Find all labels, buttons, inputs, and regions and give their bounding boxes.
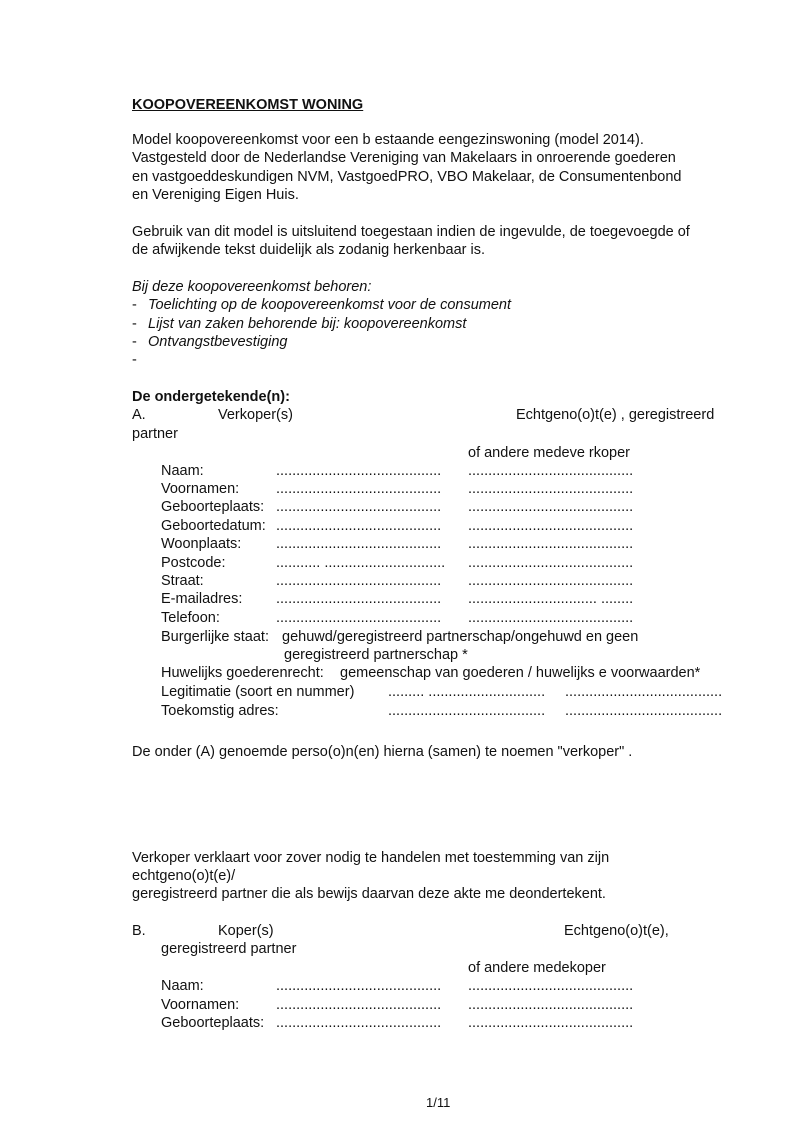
signatories-heading: De ondergetekende(n): <box>132 389 290 405</box>
field-blank: ......................................... <box>276 536 442 552</box>
list-dash: - <box>132 352 137 368</box>
field-label: Naam: <box>161 978 204 994</box>
field-blank: ......................................... <box>468 610 634 626</box>
field-blank: ......................................... <box>468 573 634 589</box>
property-regime-label: Huwelijks goederenrecht: <box>161 665 324 681</box>
civil-status-value-cont: geregistreerd partnerschap * <box>284 647 468 663</box>
field-blank: ....................................... <box>565 703 723 719</box>
intro-line: en vastgoeddeskundigen NVM, VastgoedPRO, VBO Makelaar, de Consumentenbond <box>132 169 682 185</box>
field-label: Voornamen: <box>161 997 240 1013</box>
field-blank: ......................................... <box>276 978 442 994</box>
field-blank: ......................................... <box>468 978 634 994</box>
intro-line: en Vereniging Eigen Huis. <box>132 187 299 203</box>
field-label: Naam: <box>161 463 204 479</box>
list-dash: - <box>132 316 137 332</box>
party-label: Verkoper(s) <box>218 407 293 423</box>
field-label: E-mailadres: <box>161 591 243 607</box>
field-blank: ......................................... <box>276 463 442 479</box>
spouse-label: Echtgeno(o)t(e) , geregistreerd <box>516 407 715 423</box>
field-blank: ......................................... <box>468 463 634 479</box>
section-letter: A. <box>132 407 146 423</box>
field-blank: ......................................... <box>276 591 442 607</box>
seller-closing: De onder (A) genoemde perso(o)n(en) hierna (samen) te noemen "verkoper" . <box>132 744 633 760</box>
consent-line: echtgeno(o)t(e)/ <box>132 868 236 884</box>
field-blank: ........... .............................. <box>276 555 446 571</box>
field-blank: ......................................... <box>276 1015 442 1031</box>
spouse-label-cont: partner <box>132 426 178 442</box>
field-label: Straat: <box>161 573 204 589</box>
property-regime-value: gemeenschap van goederen / huwelijks e voorwaarden* <box>340 665 701 681</box>
field-label: Postcode: <box>161 555 226 571</box>
consent-line: geregistreerd partner die als bewijs daarvan deze akte me deondertekent. <box>132 886 606 902</box>
field-blank: ......................................... <box>276 481 442 497</box>
party-label: Koper(s) <box>218 923 274 939</box>
field-blank: ....................................... <box>565 684 723 700</box>
attachments-heading: Bij deze koopovereenkomst behoren: <box>132 279 372 295</box>
field-blank: ......................................... <box>468 518 634 534</box>
list-dash: - <box>132 297 137 313</box>
list-item: Lijst van zaken behorende bij: koopovereenkomst <box>148 316 467 332</box>
spouse-label: Echtgeno(o)t(e), <box>564 923 669 939</box>
field-blank: ......................................... <box>276 518 442 534</box>
list-item: Toelichting op de koopovereenkomst voor de consument <box>148 297 511 313</box>
field-label: Telefoon: <box>161 610 220 626</box>
other-party-label: of andere medekoper <box>468 960 606 976</box>
usage-line: Gebruik van dit model is uitsluitend toegestaan indien de ingevulde, de toegevoegde of <box>132 224 690 240</box>
field-blank: ......................................... <box>468 997 634 1013</box>
field-blank: ......................................... <box>468 536 634 552</box>
field-blank: ......................................... <box>276 997 442 1013</box>
field-label: Geboortedatum: <box>161 518 266 534</box>
field-label: Geboorteplaats: <box>161 499 265 515</box>
page-number: 1/11 <box>426 1095 451 1110</box>
field-blank: ......................................... <box>276 610 442 626</box>
field-blank: ......................................... <box>276 499 442 515</box>
section-letter: B. <box>132 923 146 939</box>
usage-line: de afwijkende tekst duidelijk als zodanig herkenbaar is. <box>132 242 486 258</box>
list-dash: - <box>132 334 137 350</box>
field-blank: ....................................... <box>388 703 546 719</box>
field-blank: ......................................... <box>468 499 634 515</box>
field-blank: ......................................... <box>468 1015 634 1031</box>
intro-line: Model koopovereenkomst voor een b estaande eengezinswoning (model 2014). <box>132 132 644 148</box>
civil-status-label: Burgerlijke staat: <box>161 629 269 645</box>
other-party-label: of andere medeve rkoper <box>468 445 631 461</box>
document-title: KOOPOVEREENKOMST WONING <box>132 97 364 113</box>
id-label: Legitimatie (soort en nummer) <box>161 684 355 700</box>
field-label: Woonplaats: <box>161 536 242 552</box>
field-blank: ......... ............................. <box>388 684 546 700</box>
field-blank: ................................ ........ <box>468 591 634 607</box>
field-blank: ......................................... <box>468 481 634 497</box>
field-label: Voornamen: <box>161 481 240 497</box>
consent-line: Verkoper verklaart voor zover nodig te handelen met toestemming van zijn <box>132 850 610 866</box>
field-label: Geboorteplaats: <box>161 1015 265 1031</box>
field-blank: ......................................... <box>468 555 634 571</box>
intro-line: Vastgesteld door de Nederlandse Vereniging van Makelaars in onroerende goederen <box>132 150 676 166</box>
field-blank: ......................................... <box>276 573 442 589</box>
future-address-label: Toekomstig adres: <box>161 703 279 719</box>
spouse-label-cont: geregistreerd partner <box>161 941 297 957</box>
list-item: Ontvangstbevestiging <box>148 334 288 350</box>
civil-status-value: gehuwd/geregistreerd partnerschap/ongehuwd en geen <box>282 629 639 645</box>
